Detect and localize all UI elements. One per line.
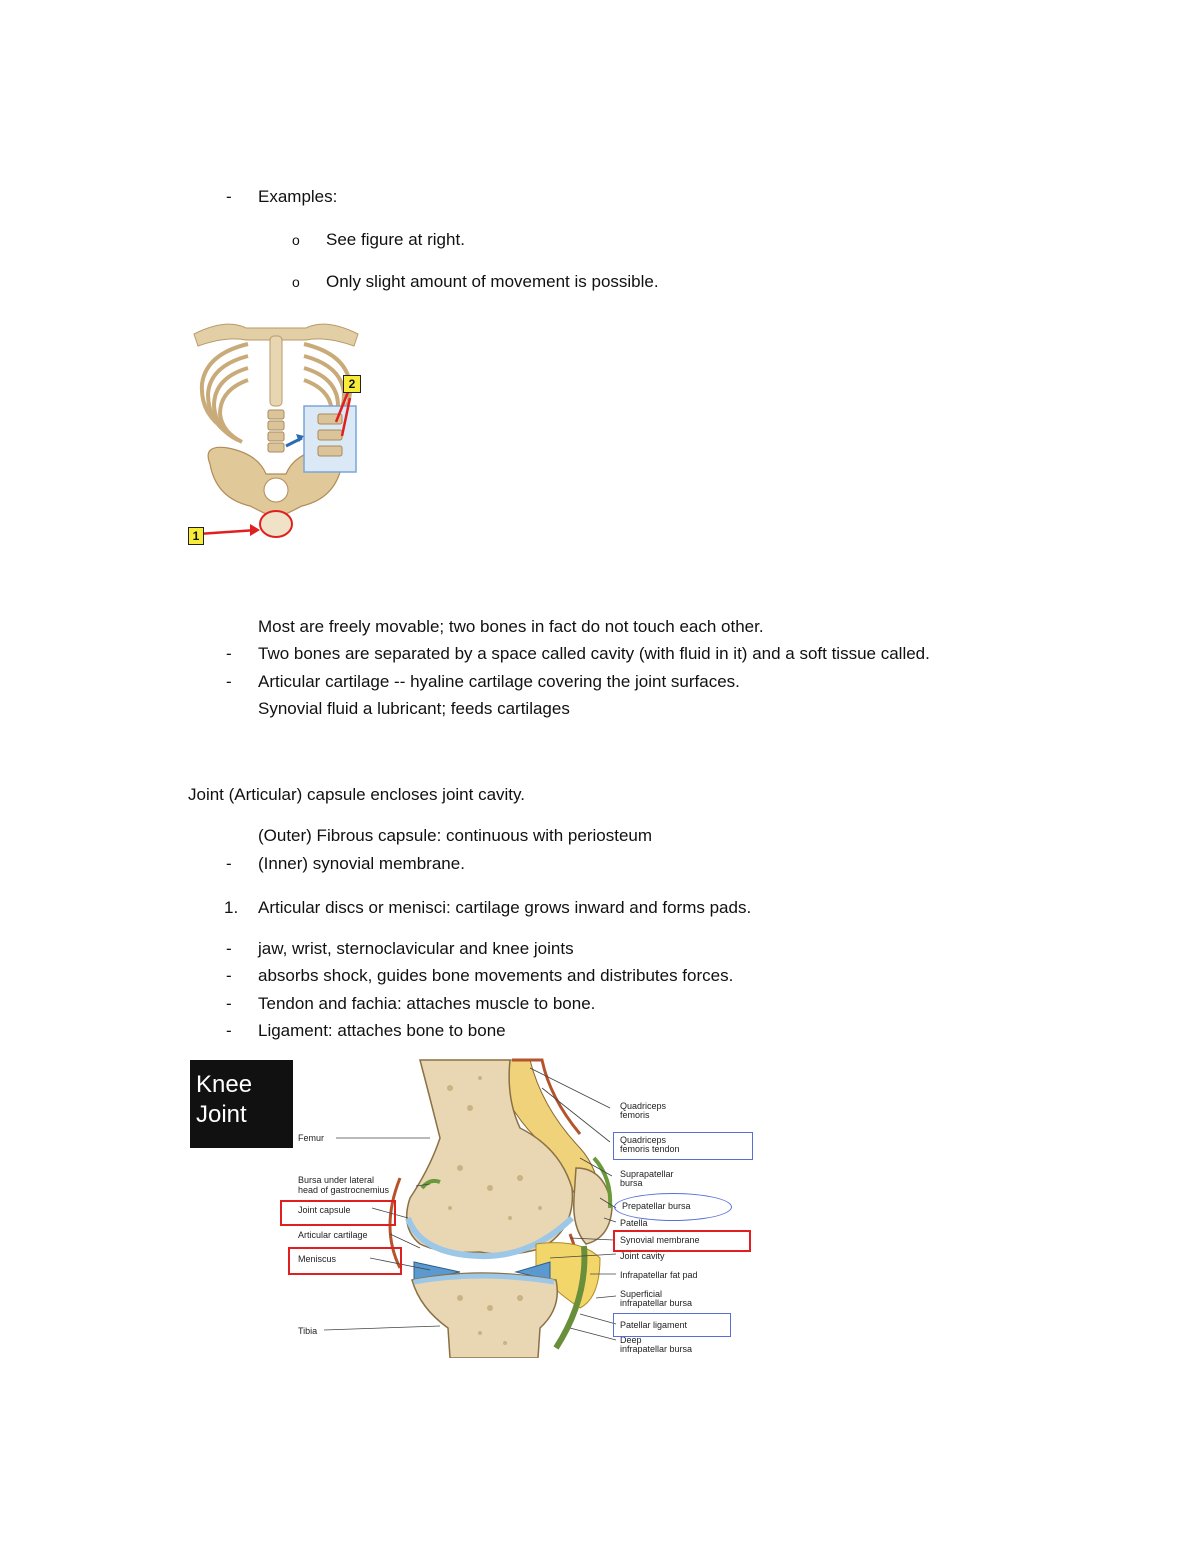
menisci-item: Articular discs or menisci: cartilage grows inward and forms pads. — [258, 898, 752, 917]
label-quad-tendon-1: Quadriceps — [620, 1135, 667, 1145]
label-articular-cartilage: Articular cartilage — [298, 1230, 368, 1240]
circle-bullet: o — [292, 232, 300, 248]
label-quadriceps-2: femoris — [620, 1110, 650, 1120]
label-deep-bursa — [620, 1336, 692, 1354]
label-prepatellar-bursa: Prepatellar bursa — [622, 1201, 691, 1211]
label-deep-2: infrapatellar bursa — [620, 1344, 693, 1354]
number-bullet: 1. — [224, 898, 239, 917]
highlight-patellar-ligament — [613, 1313, 731, 1337]
label-meniscus: Meniscus — [298, 1254, 337, 1264]
circle-bullet: o — [292, 274, 300, 290]
knee-title-line-1: Knee — [196, 1071, 253, 1098]
label-synovial-membrane: Synovial membrane — [620, 1235, 700, 1245]
label-superficial-1: Superficial — [620, 1289, 663, 1299]
highlight-meniscus — [288, 1247, 402, 1275]
dash-bullet: - — [226, 672, 232, 691]
highlight-joint-capsule — [280, 1200, 396, 1226]
label-superficial-bursa — [620, 1290, 692, 1308]
list-item-2: absorbs shock, guides bone movements and distributes forces. — [258, 966, 734, 985]
synovial-line-3: Articular cartilage -- hyaline cartilage covering the joint surfaces. — [258, 672, 740, 691]
label-infrapatellar-fat-pad: Infrapatellar fat pad — [620, 1270, 698, 1280]
dash-bullet: - — [226, 994, 232, 1013]
examples-item-1: See figure at right. — [326, 230, 465, 249]
label-bursa-lateral-2: head of gastrocnemius — [298, 1185, 390, 1195]
dash-bullet: - — [226, 939, 232, 958]
synovial-line-4: Synovial fluid a lubricant; feeds cartilages — [258, 699, 570, 718]
figure-label-2: 2 — [343, 375, 361, 393]
dash-bullet: - — [226, 1021, 232, 1040]
examples-heading: Examples: — [258, 187, 338, 206]
highlight-synovial-membrane — [613, 1230, 751, 1252]
label-superficial-2: infrapatellar bursa — [620, 1298, 693, 1308]
list-item-3: Tendon and fachia: attaches muscle to bone. — [258, 994, 596, 1013]
label-patella: Patella — [620, 1218, 648, 1228]
highlight-prepatellar-bursa — [614, 1193, 732, 1221]
capsule-outer: (Outer) Fibrous capsule: continuous with periosteum — [258, 826, 653, 845]
label-patellar-ligament: Patellar ligament — [620, 1320, 688, 1330]
synovial-line-2: Two bones are separated by a space called cavity (with fluid in it) and a soft tissue called. — [258, 644, 930, 663]
synovial-line-1: Most are freely movable; two bones in fact do not touch each other. — [258, 617, 764, 636]
label-bursa-lateral-1: Bursa under lateral — [298, 1175, 375, 1185]
label-deep-1: Deep — [620, 1335, 642, 1345]
label-femur: Femur — [298, 1133, 325, 1143]
label-tibia: Tibia — [298, 1326, 318, 1336]
label-suprapatellar-1: Suprapatellar — [620, 1169, 674, 1179]
label-quadriceps-1: Quadriceps — [620, 1101, 667, 1111]
examples-item-2: Only slight amount of movement is possible. — [326, 272, 659, 291]
dash-bullet: - — [226, 644, 232, 663]
dash-bullet: - — [226, 854, 232, 873]
label-suprapatellar-2: bursa — [620, 1178, 643, 1188]
capsule-heading: Joint (Articular) capsule encloses joint cavity. — [188, 785, 525, 804]
capsule-inner: (Inner) synovial membrane. — [258, 854, 465, 873]
label-quad-tendon-2: femoris tendon — [620, 1144, 680, 1154]
label-suprapatellar — [620, 1170, 674, 1188]
list-item-4: Ligament: attaches bone to bone — [258, 1021, 506, 1040]
skeleton-figure — [186, 314, 366, 550]
knee-title-line-2: Joint — [196, 1101, 247, 1128]
figure-label-1: 1 — [188, 527, 204, 545]
dash-bullet: - — [226, 187, 232, 206]
list-item-1: jaw, wrist, sternoclavicular and knee joints — [258, 939, 574, 958]
label-joint-capsule: Joint capsule — [298, 1205, 351, 1215]
dash-bullet: - — [226, 966, 232, 985]
knee-title-box — [190, 1060, 293, 1148]
highlight-quadriceps-tendon — [613, 1132, 753, 1160]
label-joint-cavity: Joint cavity — [620, 1251, 665, 1261]
label-quadriceps — [620, 1102, 666, 1120]
